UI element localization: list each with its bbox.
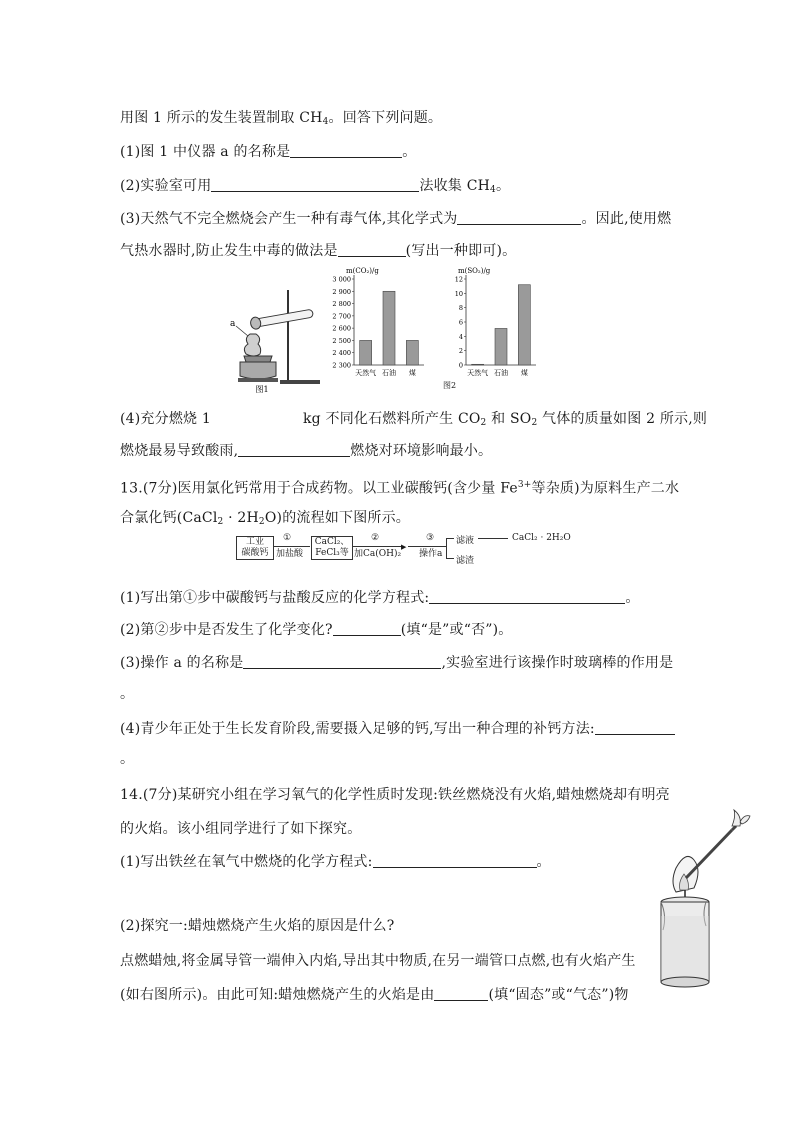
flow-branch-bottom <box>446 558 454 559</box>
so2-ytick-label: 0 <box>458 361 463 370</box>
flow-residue: 滤渣 <box>456 556 475 566</box>
flow-arrow-2-head: ▶ <box>401 543 407 551</box>
co2-bar <box>406 340 418 365</box>
so2-ytick-label: 8 <box>458 304 463 313</box>
so2-ytick-label: 10 <box>454 289 463 298</box>
problem-13-question-2: (2)第②步中是否发生了化学变化? (填“是”或“否”)。 <box>120 622 513 638</box>
flow-arrow-2 <box>353 546 403 547</box>
co2-bar <box>360 340 372 365</box>
answer-blank[interactable] <box>595 720 675 735</box>
figure-1-caption: 图1 <box>255 385 269 394</box>
co2-ytick-label: 2 500 <box>332 336 351 345</box>
so2-ytick-label: 2 <box>458 347 463 356</box>
flow-step-2-num: ② <box>371 533 380 543</box>
problem-13-question-4-end: 。 <box>120 751 135 767</box>
question-3-line-1: (3)天然气不完全燃烧会产生一种有毒气体,其化学式为 。因此,使用燃 <box>120 211 672 227</box>
co2-ytick-label: 2 400 <box>332 349 351 358</box>
intro-line: 用图 1 所示的发生装置制取 $CH_4$。回答下列问题。 <box>120 110 443 127</box>
flow-step-1-num: ① <box>283 533 292 543</box>
flow-step-2-label: 加Ca(OH)₂ <box>354 549 402 559</box>
question-2: (2)实验室可用 法收集 $CH_4$。 <box>120 178 511 195</box>
figure-2-caption: 图2 <box>443 381 457 390</box>
answer-blank[interactable] <box>243 654 441 669</box>
flow-arrow-3 <box>408 546 446 547</box>
flow-step-3-num: ③ <box>426 533 435 543</box>
so2-category-label: 天然气 <box>467 369 489 377</box>
flow-branch-top <box>446 538 454 539</box>
so2-category-label: 煤 <box>520 369 528 377</box>
so2-ytick-label: 6 <box>458 318 463 327</box>
flow-product: CaCl₂ · 2H₂O <box>512 533 571 543</box>
problem-14-question-1: (1)写出铁丝在氧气中燃烧的化学方程式: 。 <box>120 854 551 870</box>
so2-bar <box>495 328 507 365</box>
answer-blank[interactable] <box>211 177 419 192</box>
answer-blank[interactable] <box>238 442 350 457</box>
co2-bar-chart <box>320 265 432 391</box>
flow-step-1-label: 加盐酸 <box>276 549 304 559</box>
flow-arrow-1 <box>274 546 310 547</box>
answer-blank[interactable] <box>434 986 488 1001</box>
figure-1-apparatus <box>228 284 328 396</box>
answer-blank[interactable] <box>338 242 406 257</box>
problem-14-line-4: (如右图所示)。由此可知:蜡烛燃烧产生的火焰是由 (填“固态”或“气态”)物 <box>120 987 629 1003</box>
answer-blank[interactable] <box>429 589 625 604</box>
flow-box-intermediate: CaCl₂、 FeCl₃等 <box>311 536 353 560</box>
co2-category-label: 煤 <box>408 369 416 377</box>
problem-13-question-3-end: 。 <box>120 686 135 702</box>
problem-13-line-1: 13.(7分)医用氯化钙常用于合成药物。以工业碳酸钙(含少量 $Fe^{3+}$等杂质)为原料生产二水 <box>120 480 680 497</box>
flow-step-3-label: 操作a <box>419 549 443 559</box>
problem-13-question-4: (4)青少年正处于生长发育阶段,需要摄入足够的钙,写出一种合理的补钙方法: <box>120 719 675 739</box>
co2-ytick-label: 2 600 <box>332 324 351 333</box>
label-a: a <box>230 319 236 329</box>
question-3-line-2: 气热水器时,防止发生中毒的做法是 (写出一种即可)。 <box>120 243 517 259</box>
so2-category-label: 石油 <box>494 369 508 377</box>
co2-bar <box>383 291 395 365</box>
answer-blank[interactable] <box>290 143 402 158</box>
so2-ytick-label: 12 <box>454 275 463 284</box>
problem-13-question-3: (3)操作 a 的名称是 ,实验室进行该操作时玻璃棒的作用是 <box>120 655 674 671</box>
co2-ytick-label: 2 800 <box>332 300 351 309</box>
co2-ytick-label: 3 000 <box>332 275 351 284</box>
question-1: (1)图 1 中仪器 a 的名称是 。 <box>120 144 417 160</box>
question-4-line-1: (4)充分燃烧 1 kg 不同化石燃料所产生 $CO_2$ 和 $SO_2$ 气体的质量如图 2 所示,则 <box>120 411 708 428</box>
so2-ytick-label: 4 <box>458 332 463 341</box>
co2-ytick-label: 2 900 <box>332 287 351 296</box>
process-flow-chart <box>236 533 576 573</box>
candle-illustration <box>640 808 756 990</box>
co2-category-label: 天然气 <box>355 369 377 377</box>
flow-filtrate: 滤液 <box>456 536 475 546</box>
so2-bar-chart <box>428 265 556 391</box>
answer-blank[interactable] <box>457 210 581 225</box>
co2-ylabel: m(CO₂)/g <box>346 267 379 275</box>
problem-14-line-3: 点燃蜡烛,将金属导管一端伸入内焰,导出其中物质,在另一端管口点燃,也有火焰产生 <box>120 953 636 969</box>
co2-ytick-label: 2 700 <box>332 312 351 321</box>
question-4-line-2: 燃烧最易导致酸雨, 燃烧对环境影响最小。 <box>120 443 493 459</box>
problem-13-question-1: (1)写出第①步中碳酸钙与盐酸反应的化学方程式: 。 <box>120 590 640 606</box>
problem-13-line-2: 合氯化钙(CaCl$_2$ · $2H_2O$)的流程如下图所示。 <box>120 510 410 527</box>
so2-bar <box>472 364 484 365</box>
flow-branch <box>446 538 447 558</box>
problem-14-question-2: (2)探究一:蜡烛燃烧产生火焰的原因是什么? <box>120 918 395 934</box>
co2-category-label: 石油 <box>382 369 396 377</box>
answer-blank[interactable] <box>333 621 401 636</box>
co2-ytick-label: 2 300 <box>332 361 351 370</box>
so2-bar <box>518 285 530 365</box>
flow-box-raw-material: 工业 碳酸钙 <box>236 536 274 560</box>
problem-14-line-1: 14.(7分)某研究小组在学习氧气的化学性质时发现:铁丝燃烧没有火焰,蜡烛燃烧却有明亮 <box>120 787 670 803</box>
problem-14-line-2: 的火焰。该小组同学进行了如下探究。 <box>120 821 362 837</box>
answer-blank[interactable] <box>373 853 537 868</box>
flow-arrow-4 <box>478 538 508 539</box>
so2-ylabel: m(SO₂)/g <box>458 267 491 275</box>
